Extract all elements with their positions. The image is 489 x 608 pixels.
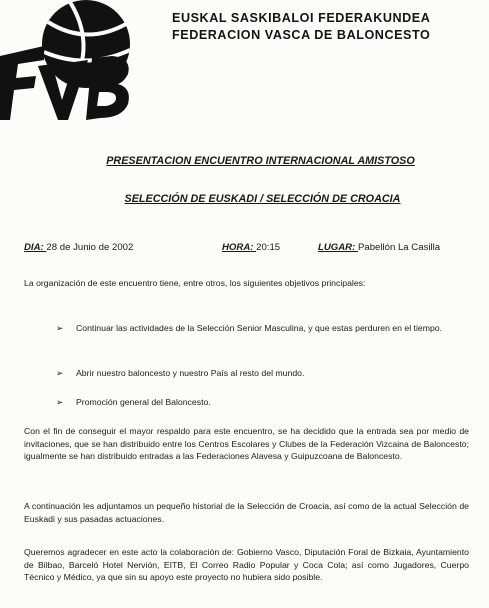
invitations-paragraph: Con el fin de conseguir el mayor respaldo para este encuentro, se ha decidido que la entrada sea por medio de invitaciones, que se han distribuido entre los Centros Escolares y Clubes de la Federación Vizcaina de Baloncesto; igualmente se han distribuido entradas a las Federaciones Alavesa y Guipuzcoana de Baloncesto. — [24, 426, 469, 462]
objective-text: Promoción general del Baloncesto. — [76, 397, 211, 407]
bullet-arrow-icon: ➢ — [56, 323, 64, 333]
place-value: Pabellón La Casilla — [357, 242, 441, 253]
organization-name-basque: EUSKAL SASKIBALOI FEDERAKUNDEA — [172, 11, 431, 25]
date-label: DIA: — [24, 242, 47, 253]
place-label: LUGAR: — [318, 242, 358, 253]
organization-name — [172, 10, 430, 44]
objective-text: Abrir nuestro baloncesto y nuestro País al resto del mundo. — [76, 368, 305, 378]
organization-name-spanish: FEDERACION VASCA DE BALONCESTO — [172, 28, 431, 42]
date-info — [24, 242, 133, 253]
document-subtitle: SELECCIÓN DE EUSKADI / SELECCIÓN DE CROACIA — [124, 193, 401, 205]
objective-item — [56, 322, 466, 335]
time-label: HORA: — [222, 242, 257, 253]
federation-logo — [0, 0, 150, 122]
intro-paragraph: La organización de este encuentro tiene, entre otros, los siguientes objetivos principales: — [24, 278, 366, 288]
bullet-arrow-icon: ➢ — [56, 397, 64, 407]
objective-item — [56, 367, 466, 380]
bullet-arrow-icon: ➢ — [56, 368, 64, 378]
thanks-paragraph: Queremos agradecer en este acto la colaboración de: Gobierno Vasco, Diputación Foral de Bizkaia, Ayuntamiento de Bilbao, Barceló Hotel Nervión, EITB, El Correo Radio Popular y Coca Cola; así como Jugadores, Cuerpo Técnico y Médico, ya que sin su apoyo este proyecto no hubiera sido posible. — [24, 547, 469, 583]
time-value: 20:15 — [256, 242, 281, 253]
document-title: PRESENTACION ENCUENTRO INTERNACIONAL AMISTOSO — [106, 155, 415, 167]
history-paragraph: A continuación les adjuntamos un pequeño historial de la Selección de Croacia, así como de la actual Selección de Euskadi y sus pasadas actuaciones. — [24, 501, 469, 524]
place-info — [318, 242, 440, 253]
objective-text: Continuar las actividades de la Selección Senior Masculina, y que estas perduren en el tiempo. — [76, 323, 443, 333]
event-info — [24, 242, 474, 256]
objective-item — [56, 396, 466, 409]
time-info — [222, 242, 280, 253]
date-value: 28 de Junio de 2002 — [46, 242, 134, 253]
